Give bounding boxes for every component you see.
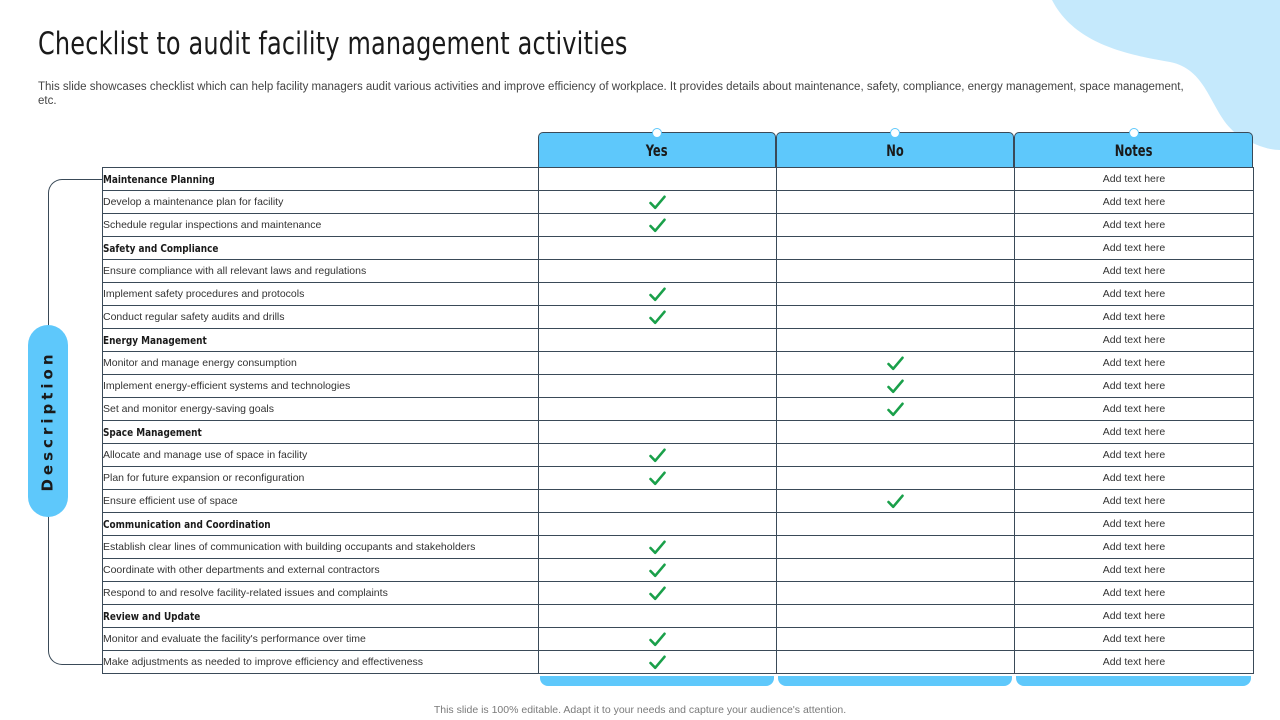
check-icon (649, 287, 666, 302)
table-row (103, 214, 1254, 237)
row-label-text: Maintenance Planning (103, 172, 215, 186)
yes-cell (539, 651, 777, 674)
row-label-text: Ensure compliance with all relevant laws and regulations (103, 265, 367, 277)
yes-cell (539, 444, 777, 467)
notes-cell[interactable]: Add text here (1015, 513, 1254, 536)
no-cell (777, 237, 1015, 260)
yes-cell (539, 398, 777, 421)
row-label-text: Review and Update (103, 609, 201, 623)
no-cell (777, 398, 1015, 421)
table-row (103, 260, 1254, 283)
no-cell (777, 628, 1015, 651)
notes-cell[interactable]: Add text here (1015, 214, 1254, 237)
activity-label (103, 214, 539, 237)
column-footer-notes (1016, 676, 1251, 686)
no-cell (777, 559, 1015, 582)
no-cell (777, 191, 1015, 214)
yes-cell (539, 237, 777, 260)
check-icon (887, 402, 904, 417)
notes-cell[interactable]: Add text here (1015, 628, 1254, 651)
page-title: Checklist to audit facility management activities (38, 26, 628, 62)
check-icon (887, 379, 904, 394)
decorative-corner-blob (1020, 0, 1280, 150)
section-row (103, 513, 1254, 536)
row-label-text: Space Management (103, 425, 202, 439)
table-row (103, 582, 1254, 605)
notes-cell[interactable]: Add text here (1015, 398, 1254, 421)
row-label-text: Monitor and evaluate the facility's performance over time (103, 633, 366, 645)
footer-note: This slide is 100% editable. Adapt it to your needs and capture your audience's attention. (433, 704, 847, 716)
activity-label (103, 306, 539, 329)
no-cell (777, 168, 1015, 191)
yes-cell (539, 605, 777, 628)
notes-cell[interactable]: Add text here (1015, 444, 1254, 467)
row-label-text: Energy Management (103, 333, 207, 347)
description-pill (28, 325, 68, 517)
yes-cell (539, 513, 777, 536)
yes-cell (539, 559, 777, 582)
section-heading (103, 605, 539, 628)
yes-cell (539, 352, 777, 375)
activity-label (103, 352, 539, 375)
row-label-text: Implement safety procedures and protocols (103, 288, 305, 300)
table-row (103, 191, 1254, 214)
yes-cell (539, 168, 777, 191)
table-row (103, 283, 1254, 306)
yes-cell (539, 582, 777, 605)
notes-cell[interactable]: Add text here (1015, 237, 1254, 260)
yes-cell (539, 191, 777, 214)
check-icon (649, 563, 666, 578)
activity-label (103, 444, 539, 467)
table-row (103, 467, 1254, 490)
table-row (103, 536, 1254, 559)
header-dot (1129, 128, 1139, 138)
yes-cell (539, 306, 777, 329)
activity-label (103, 628, 539, 651)
yes-cell (539, 467, 777, 490)
column-footer-yes (540, 676, 774, 686)
notes-cell[interactable]: Add text here (1015, 582, 1254, 605)
row-label-text: Schedule regular inspections and maintenance (103, 219, 322, 231)
no-cell (777, 352, 1015, 375)
column-header-notes-label: Notes (1114, 140, 1153, 160)
yes-cell (539, 283, 777, 306)
table-row (103, 352, 1254, 375)
description-label: Description (39, 350, 57, 492)
yes-cell (539, 260, 777, 283)
row-label-text: Conduct regular safety audits and drills (103, 311, 285, 323)
no-cell (777, 467, 1015, 490)
row-label-text: Communication and Coordination (103, 517, 271, 531)
section-row (103, 421, 1254, 444)
section-heading (103, 513, 539, 536)
section-heading (103, 168, 539, 191)
no-cell (777, 490, 1015, 513)
check-icon (887, 494, 904, 509)
checklist-table (102, 167, 1254, 674)
row-label-text: Plan for future expansion or reconfiguration (103, 472, 305, 484)
notes-cell[interactable]: Add text here (1015, 283, 1254, 306)
section-heading (103, 237, 539, 260)
no-cell (777, 582, 1015, 605)
row-label-text: Monitor and manage energy consumption (103, 357, 297, 369)
table-row (103, 628, 1254, 651)
section-row (103, 605, 1254, 628)
yes-cell (539, 375, 777, 398)
check-icon (649, 540, 666, 555)
yes-cell (539, 628, 777, 651)
no-cell (777, 421, 1015, 444)
column-header-notes (1014, 132, 1253, 167)
section-row (103, 168, 1254, 191)
notes-cell[interactable]: Add text here (1015, 260, 1254, 283)
table-row (103, 490, 1254, 513)
check-icon (649, 586, 666, 601)
row-label-text: Establish clear lines of communication with building occupants and stakeholders (103, 541, 476, 553)
table-row (103, 559, 1254, 582)
activity-label (103, 536, 539, 559)
check-icon (649, 471, 666, 486)
row-label-text: Set and monitor energy-saving goals (103, 403, 275, 415)
activity-label (103, 283, 539, 306)
no-cell (777, 306, 1015, 329)
no-cell (777, 283, 1015, 306)
activity-label (103, 490, 539, 513)
activity-label (103, 375, 539, 398)
no-cell (777, 513, 1015, 536)
notes-cell[interactable]: Add text here (1015, 306, 1254, 329)
notes-cell[interactable]: Add text here (1015, 329, 1254, 352)
row-label-text: Develop a maintenance plan for facility (103, 196, 284, 208)
check-icon (649, 448, 666, 463)
yes-cell (539, 329, 777, 352)
section-heading (103, 421, 539, 444)
notes-cell[interactable]: Add text here (1015, 605, 1254, 628)
notes-cell[interactable]: Add text here (1015, 559, 1254, 582)
page-subtitle: This slide showcases checklist which can help facility managers audit various activities and improve efficiency of workplace. It provides details about maintenance, safety, compliance, energy management, space management, etc. (38, 81, 1184, 107)
check-icon (649, 195, 666, 210)
row-label-text: Respond to and resolve facility-related issues and complaints (103, 587, 388, 599)
notes-cell[interactable]: Add text here (1015, 421, 1254, 444)
activity-label (103, 467, 539, 490)
column-header-no-label: No (886, 140, 904, 160)
notes-cell[interactable]: Add text here (1015, 168, 1254, 191)
notes-cell[interactable]: Add text here (1015, 651, 1254, 674)
header-dot (652, 128, 662, 138)
yes-cell (539, 490, 777, 513)
row-label-text: Safety and Compliance (103, 241, 219, 255)
no-cell (777, 536, 1015, 559)
column-footer-no (778, 676, 1012, 686)
row-label-text: Coordinate with other departments and external contractors (103, 564, 380, 576)
activity-label (103, 398, 539, 421)
table-row (103, 444, 1254, 467)
table-row (103, 306, 1254, 329)
notes-cell[interactable]: Add text here (1015, 467, 1254, 490)
no-cell (777, 329, 1015, 352)
no-cell (777, 651, 1015, 674)
notes-cell[interactable]: Add text here (1015, 352, 1254, 375)
column-header-no (776, 132, 1014, 167)
section-row (103, 237, 1254, 260)
check-icon (649, 655, 666, 670)
row-label-text: Make adjustments as needed to improve efficiency and effectiveness (103, 656, 424, 668)
notes-cell[interactable]: Add text here (1015, 191, 1254, 214)
table-row (103, 398, 1254, 421)
no-cell (777, 214, 1015, 237)
notes-cell[interactable]: Add text here (1015, 375, 1254, 398)
activity-label (103, 260, 539, 283)
activity-label (103, 651, 539, 674)
check-icon (649, 310, 666, 325)
no-cell (777, 260, 1015, 283)
check-icon (649, 218, 666, 233)
check-icon (649, 632, 666, 647)
header-dot (890, 128, 900, 138)
check-icon (887, 356, 904, 371)
yes-cell (539, 421, 777, 444)
activity-label (103, 559, 539, 582)
row-label-text: Ensure efficient use of space (103, 495, 238, 507)
row-label-text: Allocate and manage use of space in facility (103, 449, 308, 461)
notes-cell[interactable]: Add text here (1015, 490, 1254, 513)
no-cell (777, 375, 1015, 398)
column-header-yes (538, 132, 776, 167)
no-cell (777, 605, 1015, 628)
notes-cell[interactable]: Add text here (1015, 536, 1254, 559)
activity-label (103, 582, 539, 605)
column-header-yes-label: Yes (646, 140, 668, 160)
yes-cell (539, 536, 777, 559)
section-row (103, 329, 1254, 352)
row-label-text: Implement energy-efficient systems and technologies (103, 380, 351, 392)
yes-cell (539, 214, 777, 237)
activity-label (103, 191, 539, 214)
no-cell (777, 444, 1015, 467)
table-row (103, 375, 1254, 398)
table-row (103, 651, 1254, 674)
section-heading (103, 329, 539, 352)
